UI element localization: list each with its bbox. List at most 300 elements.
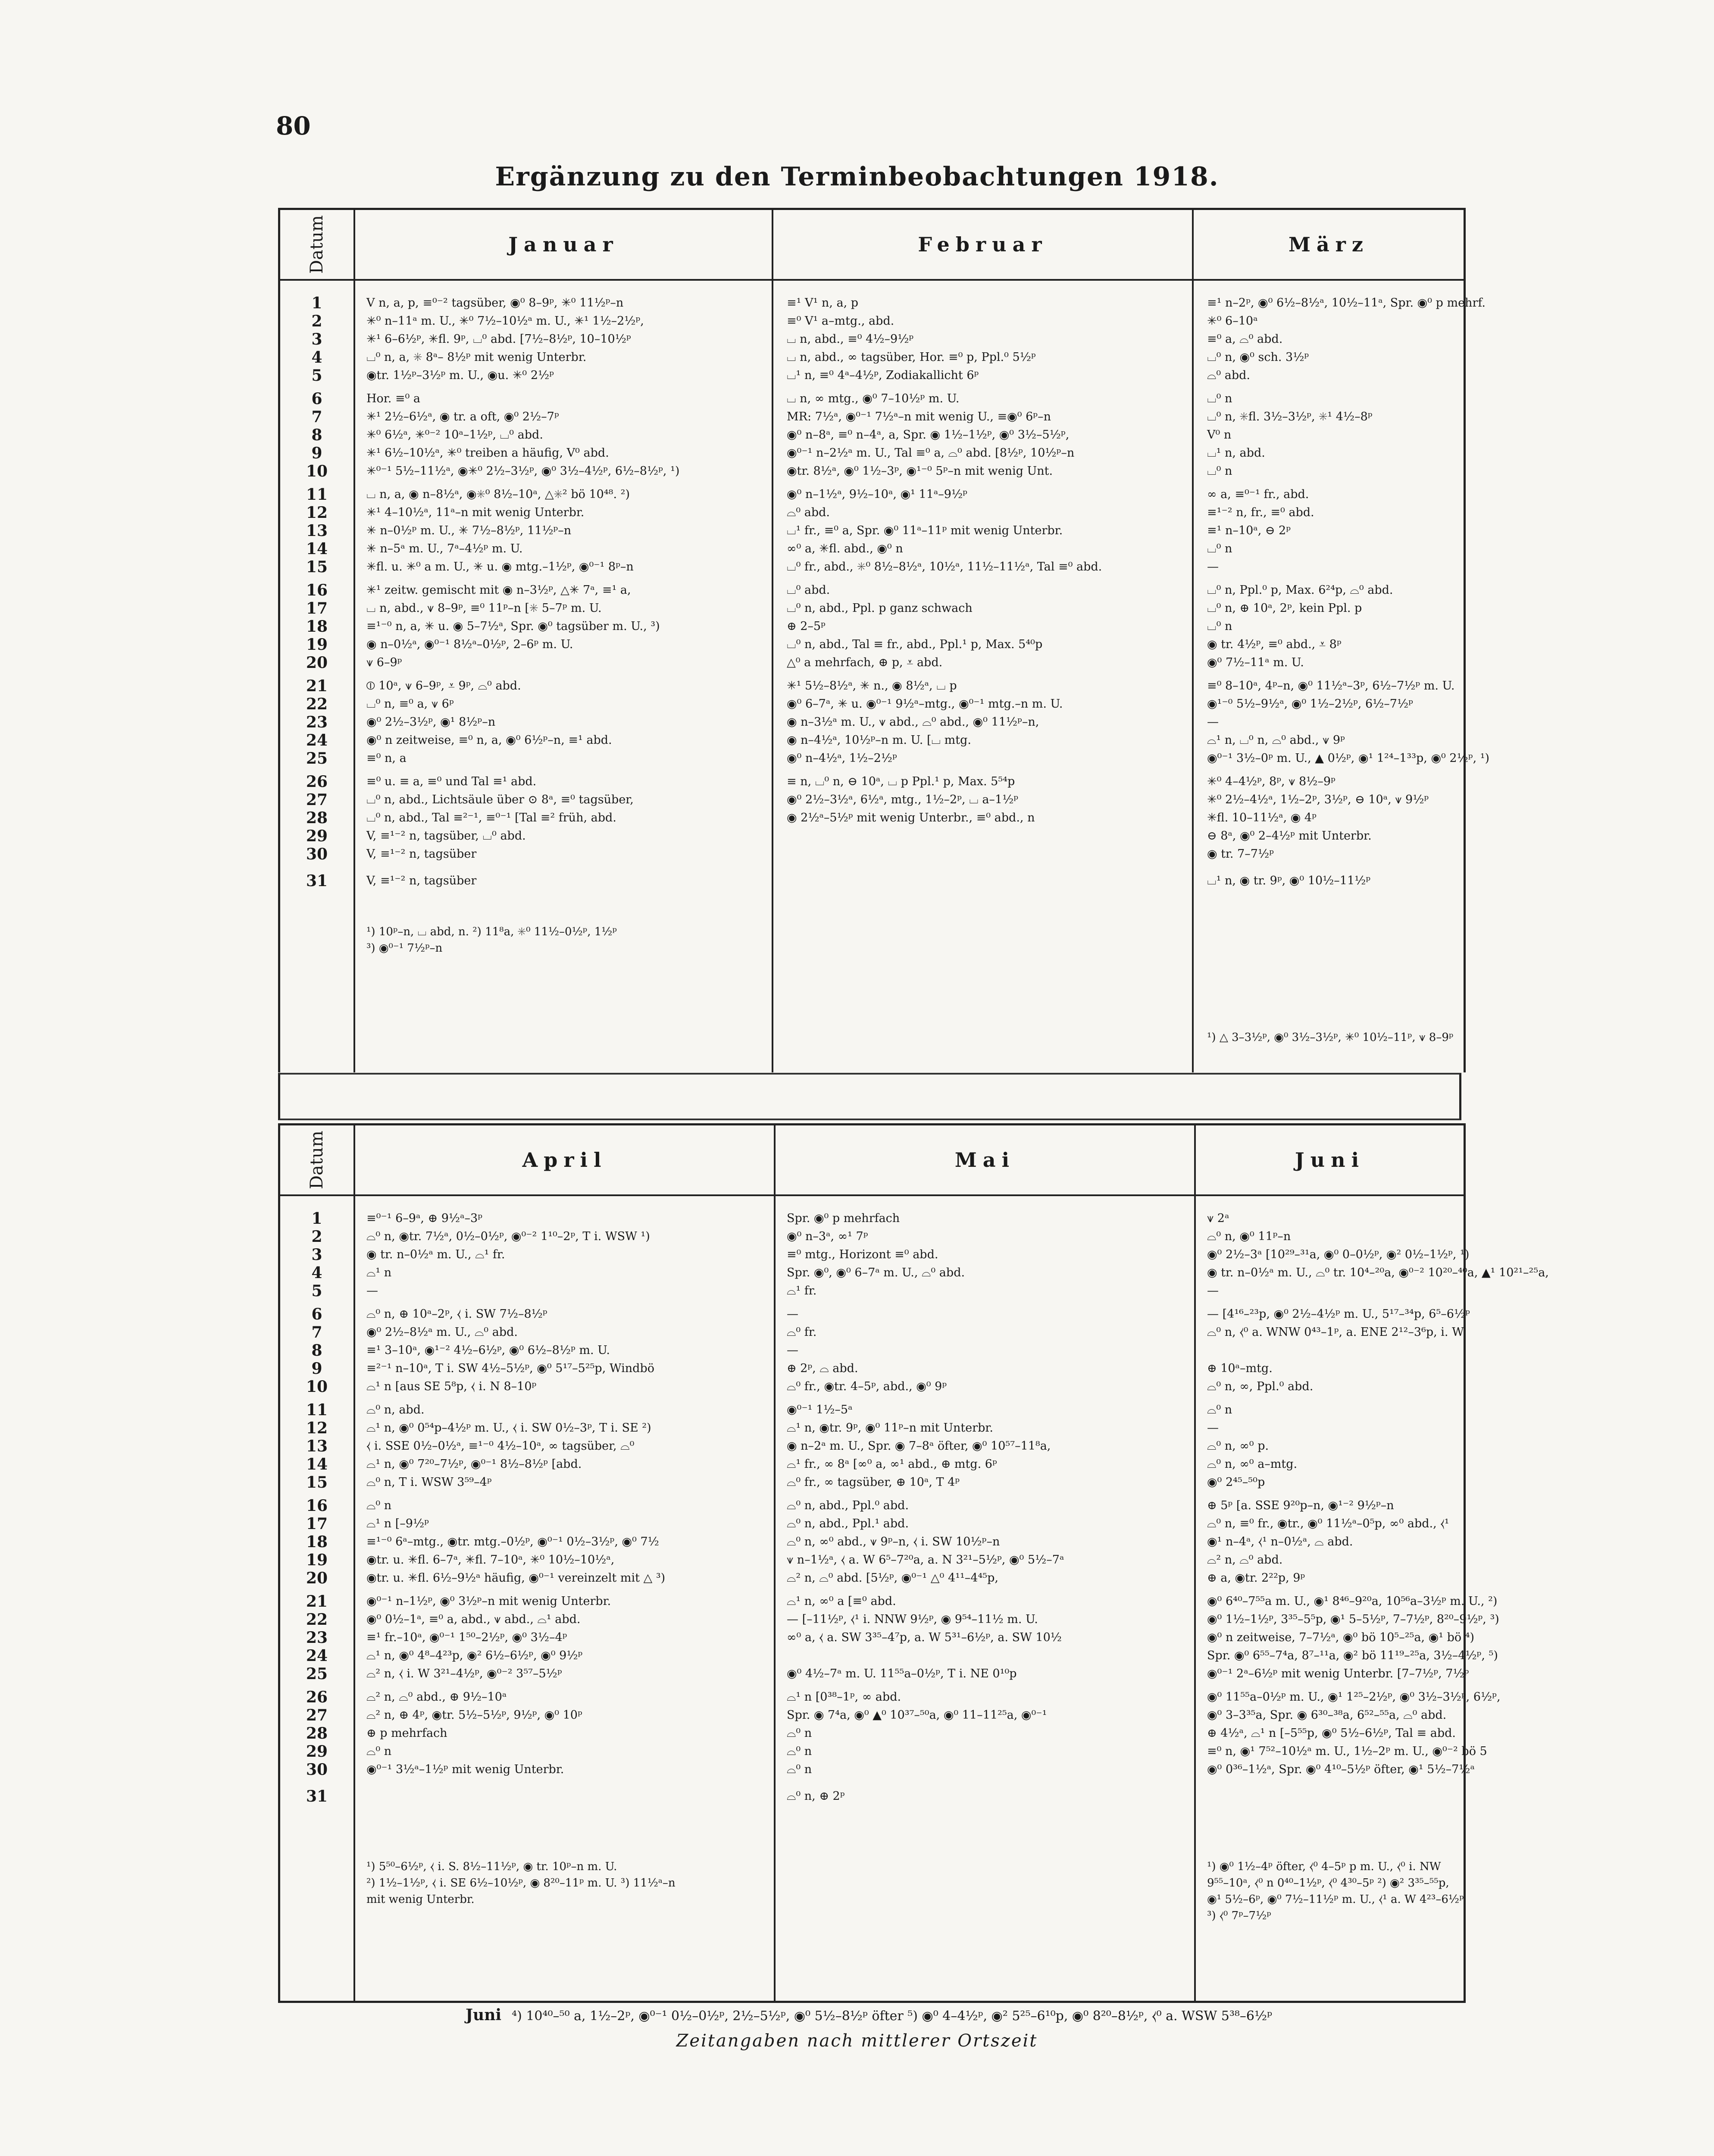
day-number: 3 [311, 330, 322, 348]
day-number: 27 [306, 1706, 328, 1724]
cell-mai: ⌓⁰ n, abd., Ppl.¹ abd. [787, 1517, 909, 1530]
table-row [280, 1228, 1464, 1246]
cell-februar: ≡¹ V¹ n, a, p [787, 296, 859, 310]
cell-mai: ⌓² n, ⌓⁰ abd. [5½ᵖ, ◉⁰⁻¹ △⁰ 4¹¹–4⁴⁵p, [787, 1571, 998, 1585]
cell-maerz: ⌴⁰ n [1207, 464, 1232, 478]
cell-juni: — [1207, 1284, 1219, 1297]
cell-mai: — [787, 1344, 798, 1357]
cell-januar: ≡¹⁻⁰ n, a, ✳ u. ◉ 5–7½ᵃ, Spr. ◉⁰ tagsüber m. U., ³) [366, 620, 660, 633]
cell-april: ◉⁰ 2½–8½ᵃ m. U., ⌓⁰ abd. [366, 1326, 518, 1339]
cell-maerz: ✳⁰ 6–10ᵃ [1207, 314, 1258, 328]
cell-mai: ⌓¹ n, ◉tr. 9ᵖ, ◉⁰ 11ᵖ–n mit Unterbr. [787, 1421, 993, 1435]
datum-header: Datum [307, 1131, 327, 1189]
cell-februar: ◉ 2½ᵃ–5½ᵖ mit wenig Unterbr., ≡⁰ abd., n [787, 811, 1035, 824]
table-row [280, 522, 1464, 540]
cell-mai: ◉⁰⁻¹ 1½–5ᵃ [787, 1403, 853, 1416]
day-number: 17 [306, 1515, 328, 1533]
cell-juni: ⊕ 4½ᵃ, ⌓¹ n [–5⁵⁵p, ◉⁰ 5½–6½ᵖ, Tal ≡ abd. [1207, 1727, 1456, 1740]
cell-mai: Spr. ◉⁰, ◉⁰ 6–7ᵃ m. U., ⌓⁰ abd. [787, 1266, 965, 1279]
table-row [280, 677, 1464, 695]
table-row [280, 408, 1464, 426]
cell-juni: ◉⁰ 2⁴⁵–⁵⁰p [1207, 1476, 1265, 1489]
cell-mai: ◉⁰ n–3ᵃ, ∞¹ 7ᵖ [787, 1230, 868, 1243]
day-number: 25 [306, 749, 328, 768]
page-title: Ergänzung zu den Terminbeobachtungen 1918. [495, 162, 1219, 192]
day-number: 15 [306, 1473, 328, 1492]
day-number: 21 [306, 1592, 328, 1611]
cell-mai: — [787, 1307, 798, 1321]
cell-februar: ⌴ n, abd., ∞ tagsüber, Hor. ≡⁰ p, Ppl.⁰ 5½ᵖ [787, 351, 1036, 364]
cell-juni: ⊕ 10ᵃ–mtg. [1207, 1362, 1273, 1375]
table-row [280, 1611, 1499, 1629]
cell-mai: ⊕ 2ᵖ, ⌓ abd. [787, 1362, 858, 1375]
day-number: 16 [306, 1497, 328, 1515]
cell-juni: ◉⁰ 6⁴⁰–7⁵⁵a m. U., ◉¹ 8⁴⁶–9²⁰a, 10⁵⁶a–3½ᵖ m. U., ²) [1207, 1595, 1498, 1608]
cell-juni: ⌓⁰ n [1207, 1403, 1232, 1416]
footer-june-label: Juni [466, 2006, 502, 2024]
cell-juni: — [1207, 1421, 1219, 1435]
cell-januar: ✳¹ 4–10½ᵃ, 11ᵃ–n mit wenig Unterbr. [366, 506, 585, 519]
day-number: 1 [311, 1210, 322, 1228]
table-row [280, 654, 1464, 672]
page-number: 80 [276, 111, 311, 141]
cell-januar: ◉ n–0½ᵃ, ◉⁰⁻¹ 8½ᵃ–0½ᵖ, 2–6ᵖ m. U. [366, 638, 573, 651]
table-row [280, 1724, 1464, 1742]
table-bottom-half [278, 1123, 1549, 2003]
day-number: 29 [306, 827, 328, 845]
cell-april: ⌓¹ n, ◉⁰ 4⁸–4²³p, ◉² 6½–6½ᵖ, ◉⁰ 9½ᵖ [366, 1649, 583, 1662]
day-number: 11 [306, 1401, 328, 1419]
table-row [280, 749, 1490, 768]
footnote-april_notes: mit wenig Unterbr. [366, 1893, 475, 1906]
day-number: 24 [306, 731, 328, 749]
cell-juni: ⌓⁰ n, ◉⁰ 11ᵖ–n [1207, 1230, 1291, 1243]
day-number: 12 [306, 504, 328, 522]
cell-juni: ⌓⁰ n, ≡⁰ fr., ◉tr., ◉⁰ 11½ᵃ–0⁵p, ∞⁰ abd., ⧼¹ [1207, 1517, 1449, 1530]
table-row [280, 1647, 1498, 1665]
cell-januar: ✳ n–5ᵃ m. U., 7ᵃ–4½ᵖ m. U. [366, 542, 523, 555]
table-row [280, 695, 1464, 713]
footnote-juni_notes: ¹) ◉⁰ 1½–4ᵖ öfter, ⧼⁰ 4–5ᵖ p m. U., ⧼⁰ i. NW [1207, 1860, 1441, 1873]
cell-maerz: ⌓¹ n, ⌴⁰ n, ⌓⁰ abd., ⩛ 9ᵖ [1207, 733, 1345, 747]
day-number: 27 [306, 791, 328, 809]
footnote-juni_notes: 9⁵⁵–10ᵃ, ⧼⁰ n 0⁴⁰–1½ᵖ, ⧼⁰ 4³⁰–5ᵖ ²) ◉² 3³⁵–⁵⁵p, [1207, 1877, 1449, 1890]
cell-juni: ◉⁰ 2½–3ᵃ [10²⁹–³¹a, ◉⁰ 0–0½ᵖ, ◉² 0½–1½ᵖ, ¹) [1207, 1248, 1470, 1261]
cell-januar: ⌴⁰ n, a, ✳ 8ᵃ– 8½ᵖ mit wenig Unterbr. [366, 351, 587, 364]
cell-januar: ✳ n–0½ᵖ m. U., ✳ 7½–8½ᵖ, 11½ᵖ–n [366, 524, 572, 537]
cell-januar: ✳⁰ n–11ᵃ m. U., ✳⁰ 7½–10½ᵃ m. U., ✳¹ 1½–2½ᵖ, [366, 314, 644, 328]
cell-juni: Spr. ◉⁰ 6⁵⁵–7⁴a, 8⁷–¹¹a, ◉² bö 11¹⁹–²⁵a, 3½–4½ᵖ, ⁵) [1207, 1649, 1498, 1662]
day-number: 17 [306, 599, 328, 617]
cell-april: ⌓⁰ n [366, 1499, 392, 1512]
cell-januar: ⌴⁰ n, ≡⁰ a, ⩛ 6ᵖ [366, 697, 454, 711]
table-row [280, 791, 1464, 809]
cell-mai: ≡⁰ mtg., Horizont ≡⁰ abd. [787, 1248, 938, 1261]
table-row [280, 348, 1464, 367]
cell-april: ⌓⁰ n, ⊕ 10ᵃ–2ᵖ, ⧼ i. SW 7½–8½ᵖ [366, 1307, 547, 1321]
cell-januar: ✳⁰⁻¹ 5½–11½ᵃ, ◉✳⁰ 2½–3½ᵖ, ◉⁰ 3½–4½ᵖ, 6½–8½ᵖ, ¹) [366, 464, 680, 478]
cell-juni: ⌓⁰ n, ∞, Ppl.⁰ abd. [1207, 1380, 1314, 1393]
cell-februar: ⌴ n, abd., ≡⁰ 4½–9½ᵖ [787, 332, 914, 346]
day-number: 12 [306, 1419, 328, 1437]
datum-header: Datum [307, 215, 327, 274]
cell-januar: ⩛ 6–9ᵖ [366, 656, 402, 669]
table-row [280, 581, 1464, 599]
day-number: 18 [306, 617, 328, 636]
day-number: 15 [306, 558, 328, 576]
cell-april: ≡¹ fr.–10ᵃ, ◉⁰⁻¹ 1⁵⁰–2½ᵖ, ◉⁰ 3½–4ᵖ [366, 1631, 567, 1644]
cell-januar: ⌴ n, a, ◉ n–8½ᵃ, ◉✳⁰ 8½–10ᵃ, △✳² bö 10⁴⁸. ²) [366, 488, 630, 501]
cell-februar: ≡ n, ⌴⁰ n, ⊖ 10ᵃ, ⌴ p Ppl.¹ p, Max. 5⁵⁴p [787, 775, 1015, 788]
day-number: 26 [306, 1688, 328, 1706]
day-number: 28 [306, 809, 328, 827]
table-row [280, 390, 1464, 408]
cell-maerz: ⌴⁰ n, ✳fl. 3½–3½ᵖ, ✳¹ 4½–8ᵖ [1207, 410, 1373, 423]
cell-maerz: ◉⁰⁻¹ 3½–0ᵖ m. U., ▲ 0½ᵖ, ◉¹ 1²⁴–1³³p, ◉⁰ 2½ᵖ, ¹) [1207, 752, 1490, 765]
day-number: 16 [306, 581, 328, 599]
table-row [280, 872, 1464, 890]
cell-april: ⌓¹ n [aus SE 5⁸p, ⧼ i. N 8–10ᵖ [366, 1380, 537, 1393]
day-number: 19 [306, 636, 328, 654]
cell-juni: ⌓⁰ n, ∞⁰ p. [1207, 1439, 1269, 1453]
cell-februar: △⁰ a mehrfach, ⊕ p, ⩡ abd. [787, 656, 943, 669]
day-number: 31 [306, 1787, 328, 1805]
cell-juni: ⌓² n, ⌓⁰ abd. [1207, 1553, 1283, 1567]
footnote-april_notes: ²) 1½–1½ᵖ, ⧼ i. SE 6½–10½ᵖ, ◉ 8²⁰–11ᵖ m. U. ³) 11½ᵃ–n [366, 1877, 676, 1890]
cell-april: ⧼ i. SSE 0½–0½ᵃ, ≡¹⁻⁰ 4½–10ᵃ, ∞ tagsüber, ⌓⁰ [366, 1439, 635, 1453]
table-row [280, 731, 1464, 749]
cell-mai: ⌓¹ fr., ∞ 8ᵃ [∞⁰ a, ∞¹ abd., ⊕ mtg. 6ᵖ [787, 1457, 997, 1471]
cell-maerz: ⌴⁰ n, ⊕ 10ᵃ, 2ᵖ, kein Ppl. p [1207, 602, 1362, 615]
table-row [280, 1515, 1464, 1533]
table-row [280, 1688, 1501, 1706]
table-row [280, 809, 1464, 827]
cell-maerz: ◉ tr. 7–7½ᵖ [1207, 847, 1274, 861]
cell-januar: ✳¹ 2½–6½ᵃ, ◉ tr. a oft, ◉⁰ 2½–7ᵖ [366, 410, 559, 423]
table-row [280, 558, 1464, 576]
cell-januar: ⌴⁰ n, abd., Tal ≡²⁻¹, ≡⁰⁻¹ [Tal ≡² früh, abd. [366, 811, 616, 824]
day-number: 2 [311, 1228, 322, 1246]
day-number: 7 [311, 1323, 322, 1341]
day-number: 30 [306, 845, 328, 863]
cell-februar: ◉⁰ 2½–3½ᵃ, 6½ᵃ, mtg., 1½–2ᵖ, ⌴ a–1½ᵖ [787, 793, 1019, 806]
cell-maerz: ✳⁰ 4–4½ᵖ, 8ᵖ, ⩛ 8½–9ᵖ [1207, 775, 1336, 788]
table-row [280, 1323, 1464, 1341]
cell-maerz: ≡¹ n–2ᵖ, ◉⁰ 6½–8½ᵃ, 10½–11ᵃ, Spr. ◉⁰ p mehrf. [1207, 296, 1486, 310]
cell-juni: ◉ tr. n–0½ᵃ m. U., ⌓⁰ tr. 10⁴–²⁰a, ◉⁰⁻² 10²⁰–⁴⁰a, ▲¹ 10²¹–²⁵a, [1207, 1266, 1549, 1279]
cell-mai: ⌓⁰ n [787, 1727, 812, 1740]
cell-februar: ◉tr. 8½ᵃ, ◉⁰ 1½–3ᵖ, ◉¹⁻⁰ 5ᵖ–n mit wenig Unt. [787, 464, 1053, 478]
cell-juni: ◉⁰ n zeitweise, 7–7½ᵃ, ◉⁰ bö 10⁵–²⁵a, ◉¹ bö ⁴) [1207, 1631, 1475, 1644]
day-number: 6 [311, 1305, 322, 1323]
cell-mai: ⌓⁰ n, ⊕ 2ᵖ [787, 1789, 845, 1803]
table-row [280, 773, 1464, 791]
cell-april: ≡²⁻¹ n–10ᵃ, T i. SW 4½–5½ᵖ, ◉⁰ 5¹⁷–5²⁵p, Windbö [366, 1362, 654, 1375]
cell-maerz: ⌴⁰ n, Ppl.⁰ p, Max. 6²⁴p, ⌓⁰ abd. [1207, 583, 1393, 597]
table-row [280, 1210, 1464, 1228]
cell-april: ◉tr. u. ✳fl. 6½–9½ᵃ häufig, ◉⁰⁻¹ vereinzelt mit △ ³) [366, 1571, 666, 1585]
cell-februar: ⌴¹ n, ≡⁰ 4ᵃ–4½ᵖ, Zodiakallicht 6ᵖ [787, 369, 979, 382]
cell-januar: V, ≡¹⁻² n, tagsüber [366, 847, 477, 861]
day-number: 1 [311, 294, 322, 312]
cell-februar: MR: 7½ᵃ, ◉⁰⁻¹ 7½ᵃ–n mit wenig U., ≡◉⁰ 6ᵖ–n [787, 410, 1051, 423]
cell-april: ⌓⁰ n, abd. [366, 1403, 425, 1416]
day-number: 30 [306, 1761, 328, 1779]
table-row [280, 444, 1464, 462]
cell-februar: ◉⁰ n–4½ᵃ, 1½–2½ᵖ [787, 752, 897, 765]
table-row [280, 1282, 1464, 1300]
cell-juni: ⌓⁰ n, ⧼⁰ a. WNW 0⁴³–1ᵖ, a. ENE 2¹²–3⁶p, i. W [1207, 1326, 1464, 1339]
table-row [280, 1787, 1464, 1805]
cell-april: ◉tr. u. ✳fl. 6–7ᵃ, ✳fl. 7–10ᵃ, ✳⁰ 10½–10½ᵃ, [366, 1553, 615, 1567]
cell-juni: ⊕ 5ᵖ [a. SSE 9²⁰p–n, ◉¹⁻² 9½ᵖ–n [1207, 1499, 1394, 1512]
cell-juni: ◉⁰ 1½–1½ᵖ, 3³⁵–5⁵p, ◉¹ 5–5½ᵖ, 7–7½ᵖ, 8²⁰–9½ᵖ, ³) [1207, 1613, 1499, 1626]
cell-april: ⊕ p mehrfach [366, 1727, 447, 1740]
cell-februar: ✳¹ 5½–8½ᵃ, ✳ n., ◉ 8½ᵃ, ⌴ p [787, 679, 957, 693]
cell-mai: ⌓⁰ n [787, 1745, 812, 1758]
cell-februar: ⌴⁰ abd. [787, 583, 830, 597]
cell-juni: ◉⁰ 11⁵⁵a–0½ᵖ m. U., ◉¹ 1²⁵–2½ᵖ, ◉⁰ 3½–3½ᵖ, 6½ᵖ, [1207, 1690, 1501, 1704]
day-number: 24 [306, 1647, 328, 1665]
cell-januar: ◉tr. 1½ᵖ–3½ᵖ m. U., ◉u. ✳⁰ 2½ᵖ [366, 369, 554, 382]
cell-januar: ⌴⁰ n, abd., Lichtsäule über ⊙ 8ᵃ, ≡⁰ tagsüber, [366, 793, 634, 806]
table-row [280, 1341, 1464, 1360]
cell-juni: ◉¹ n–4ᵃ, ⧼¹ n–0½ᵃ, ⌓ abd. [1207, 1535, 1353, 1548]
table-row [280, 540, 1464, 558]
month-header-februar: Februar [918, 233, 1048, 256]
cell-april: ⌓² n, ⧼ i. W 3²¹–4½ᵖ, ◉⁰⁻² 3⁵⁷–5½ᵖ [366, 1667, 562, 1680]
month-header-juni: Juni [1295, 1148, 1365, 1172]
day-number: 10 [306, 462, 328, 480]
cell-april: ◉⁰ 0½–1ᵃ, ≡⁰ a, abd., ⩛ abd., ⌓¹ abd. [366, 1613, 581, 1626]
cell-mai: Spr. ◉⁰ p mehrfach [787, 1212, 900, 1225]
cell-april: ⌓¹ n, ◉⁰ 0⁵⁴p–4½ᵖ m. U., ⧼ i. SW 0½–3ᵖ, T i. SE ²) [366, 1421, 651, 1435]
footer-june-text: ⁴) 10⁴⁰–⁵⁰ a, 1½–2ᵖ, ◉⁰⁻¹ 0½–0½ᵖ, 2½–5½ᵖ, ◉⁰ 5½–8½ᵖ öfter ⁵) ◉⁰ 4–4½ᵖ, ◉² 5²⁵–6¹⁰p, ◉⁰ 8²⁰–8½ᵖ, ⧼⁰ a. WSW 5³⁸–6½ᵖ [512, 2009, 1273, 2024]
table-row [280, 1497, 1464, 1515]
footnote-maerz_notes: ¹) △ 3–3½ᵖ, ◉⁰ 3½–3½ᵖ, ✳⁰ 10½–11ᵖ, ⩛ 8–9ᵖ [1207, 1031, 1454, 1044]
cell-januar: ⦶ 10ᵃ, ⩛ 6–9ᵖ, ⩡ 9ᵖ, ⌓⁰ abd. [366, 679, 521, 693]
day-number: 11 [306, 486, 328, 504]
cell-januar: ⌴ n, abd., ⩛ 8–9ᵖ, ≡⁰ 11ᵖ–n [✳ 5–7ᵖ m. U. [366, 602, 602, 615]
table-row [280, 1569, 1464, 1587]
table-row [280, 330, 1464, 348]
cell-maerz: ⌴¹ n, ◉ tr. 9ᵖ, ◉⁰ 10½–11½ᵖ [1207, 874, 1371, 887]
cell-februar: ◉ n–4½ᵃ, 10½ᵖ–n m. U. [⌴ mtg. [787, 733, 971, 747]
cell-februar: ⌴ n, ∞ mtg., ◉⁰ 7–10½ᵖ m. U. [787, 392, 960, 405]
table-row [280, 1419, 1464, 1437]
cell-januar: ≡⁰ u. ≡ a, ≡⁰ und Tal ≡¹ abd. [366, 775, 537, 788]
cell-april: ≡¹ 3–10ᵃ, ◉¹⁻² 4½–6½ᵖ, ◉⁰ 6½–8½ᵖ m. U. [366, 1344, 610, 1357]
day-number: 8 [311, 426, 322, 444]
table-row [280, 1533, 1464, 1551]
cell-mai: ∞⁰ a, ⧼ a. SW 3³⁵–4⁷p, a. W 5³¹–6½ᵖ, a. SW 10½ [787, 1631, 1062, 1644]
cell-mai: ◉ n–2ᵃ m. U., Spr. ◉ 7–8ᵃ öfter, ◉⁰ 10⁵⁷–11⁸a, [787, 1439, 1051, 1453]
cell-april: ◉⁰⁻¹ n–1½ᵖ, ◉⁰ 3½ᵖ–n mit wenig Unterbr. [366, 1595, 611, 1608]
day-number: 7 [311, 408, 322, 426]
cell-juni: ◉⁰⁻¹ 2ᵃ–6½ᵖ mit wenig Unterbr. [7–7½ᵖ, 7½ᵖ [1207, 1667, 1469, 1680]
table-top-half [278, 208, 1490, 1072]
cell-april: ◉⁰⁻¹ 3½ᵃ–1½ᵖ mit wenig Unterbr. [366, 1763, 564, 1776]
table-row [280, 827, 1464, 845]
day-number: 9 [311, 1360, 322, 1378]
cell-juni: — [4¹⁶–²³p, ◉⁰ 2½–4½ᵖ m. U., 5¹⁷–³⁴p, 6⁵–6½ᵖ [1207, 1307, 1470, 1321]
table-row [280, 1264, 1549, 1282]
cell-juni: ◉⁰ 0³⁶–1½ᵃ, Spr. ◉⁰ 4¹⁰–5½ᵖ öfter, ◉¹ 5½–7½ᵃ [1207, 1763, 1475, 1776]
cell-maerz: ⌴¹ n, abd. [1207, 446, 1265, 460]
cell-januar: ✳⁰ 6½ᵃ, ✳⁰⁻² 10ᵃ–1½ᵖ, ⌴⁰ abd. [366, 428, 543, 442]
table-row [280, 1629, 1475, 1647]
day-number: 5 [311, 367, 322, 385]
cell-mai: ⌓¹ n, ∞⁰ a [≡⁰ abd. [787, 1595, 896, 1608]
table-row [280, 294, 1486, 312]
table-row [280, 1592, 1498, 1611]
month-header-april: April [522, 1148, 607, 1172]
table-row [280, 599, 1464, 617]
cell-maerz: ≡¹⁻² n, fr., ≡⁰ abd. [1207, 506, 1314, 519]
cell-mai: ⌓¹ fr. [787, 1284, 817, 1297]
day-number: 4 [311, 1264, 322, 1282]
cell-april: ≡⁰⁻¹ 6–9ᵃ, ⊕ 9½ᵃ–3ᵖ [366, 1212, 482, 1225]
cell-februar: ⌴⁰ n, abd., Tal ≡ fr., abd., Ppl.¹ p, Max. 5⁴⁰p [787, 638, 1043, 651]
cell-juni: ⩛ 2ᵃ [1207, 1212, 1229, 1225]
day-number: 4 [311, 348, 322, 367]
footer-june-notes [466, 2006, 1457, 2024]
day-number: 5 [311, 1282, 322, 1300]
cell-maerz: V⁰ n [1207, 428, 1232, 442]
cell-juni: ⊕ a, ◉tr. 2²²p, 9ᵖ [1207, 1571, 1305, 1585]
table-row [280, 1378, 1464, 1396]
section-separator [278, 1073, 1461, 1120]
cell-april: ⌓⁰ n, ◉tr. 7½ᵃ, 0½–0½ᵖ, ◉⁰⁻² 1¹⁰–2ᵖ, T i. WSW ¹) [366, 1230, 650, 1243]
table-row [280, 367, 1464, 385]
cell-maerz: — [1207, 560, 1219, 573]
table-row [280, 1551, 1464, 1569]
day-number: 22 [306, 695, 328, 713]
cell-mai: ⌓⁰ n, abd., Ppl.⁰ abd. [787, 1499, 909, 1512]
cell-april: ⌓² n, ⌓⁰ abd., ⊕ 9½–10ᵃ [366, 1690, 507, 1704]
footer-caption: Zeitangaben nach mittlerer Ortszeit [676, 2031, 1038, 2051]
cell-februar: ⌓⁰ abd. [787, 506, 830, 519]
day-number: 31 [306, 872, 328, 890]
table-row [280, 1360, 1464, 1378]
day-number: 2 [311, 312, 322, 330]
table-row [280, 486, 1464, 504]
cell-april: ⌓⁰ n, T i. WSW 3⁵⁹–4ᵖ [366, 1476, 492, 1489]
cell-maerz: ∞ a, ≡⁰⁻¹ fr., abd. [1207, 488, 1309, 501]
day-number: 19 [306, 1551, 328, 1569]
cell-januar: V, ≡¹⁻² n, tagsüber, ⌴⁰ abd. [366, 829, 526, 843]
footnote-januar_notes: ¹) 10ᵖ–n, ⌴ abd, n. ²) 11⁸a, ✳⁰ 11½–0½ᵖ, 1½ᵖ [366, 925, 617, 938]
table-row [280, 1473, 1464, 1492]
cell-mai: ⌓⁰ fr., ∞ tagsüber, ⊕ 10ᵃ, T 4ᵖ [787, 1476, 960, 1489]
cell-maerz: ≡⁰ 8–10ᵃ, 4ᵖ–n, ◉⁰ 11½ᵃ–3ᵖ, 6½–7½ᵖ m. U. [1207, 679, 1455, 693]
day-number: 26 [306, 773, 328, 791]
cell-april: ⌓¹ n, ◉⁰ 7²⁰–7½ᵖ, ◉⁰⁻¹ 8½–8½ᵖ [abd. [366, 1457, 582, 1471]
day-number: 23 [306, 1629, 328, 1647]
cell-februar: ◉⁰ 6–7ᵃ, ✳ u. ◉⁰⁻¹ 9½ᵃ–mtg., ◉⁰⁻¹ mtg.–n m. U. [787, 697, 1063, 711]
day-number: 3 [311, 1246, 322, 1264]
cell-april: ⌓¹ n [–9½ᵖ [366, 1517, 429, 1530]
cell-maerz: ⌴⁰ n [1207, 542, 1232, 555]
day-number: 8 [311, 1341, 322, 1360]
cell-mai: Spr. ◉ 7⁴a, ◉⁰ ▲⁰ 10³⁷–⁵⁰a, ◉⁰ 11–11²⁵a, ◉⁰⁻¹ [787, 1708, 1047, 1722]
cell-juni: ◉⁰ 3–3³⁵a, Spr. ◉ 6³⁰–³⁸a, 6⁵²–⁵⁵a, ⌓⁰ abd. [1207, 1708, 1447, 1722]
footnote-april_notes: ¹) 5⁵⁰–6½ᵖ, ⧼ i. S. 8½–11½ᵖ, ◉ tr. 10ᵖ–n m. U. [366, 1860, 617, 1873]
day-number: 22 [306, 1611, 328, 1629]
cell-maerz: ◉¹⁻⁰ 5½–9½ᵃ, ◉⁰ 1½–2½ᵖ, 6½–7½ᵖ [1207, 697, 1413, 711]
cell-mai: ⌓⁰ fr. [787, 1326, 817, 1339]
table-row [280, 1706, 1464, 1724]
footnote-juni_notes: ³) ⧼⁰ 7ᵖ–7½ᵖ [1207, 1909, 1271, 1922]
month-header-januar: Januar [508, 233, 619, 256]
cell-mai: ◉⁰ 4½–7ᵃ m. U. 11⁵⁵a–0½ᵖ, T i. NE 0¹⁰p [787, 1667, 1017, 1680]
cell-februar: ◉⁰⁻¹ n–2½ᵃ m. U., Tal ≡⁰ a, ⌓⁰ abd. [8½ᵖ, 10½ᵖ–n [787, 446, 1075, 460]
table-row [280, 845, 1464, 863]
cell-februar: ⌴⁰ fr., abd., ✳⁰ 8½–8½ᵃ, 10½ᵃ, 11½–11½ᵃ, Tal ≡⁰ abd. [787, 560, 1102, 573]
cell-februar: ◉⁰ n–8ᵃ, ≡⁰ n–4ᵃ, a, Spr. ◉ 1½–1½ᵖ, ◉⁰ 3½–5½ᵖ, [787, 428, 1070, 442]
day-number: 13 [306, 1437, 328, 1455]
day-number: 20 [306, 1569, 328, 1587]
cell-februar: ◉ n–3½ᵃ m. U., ⩛ abd., ⌓⁰ abd., ◉⁰ 11½ᵖ–n, [787, 715, 1039, 729]
cell-januar: ◉⁰ 2½–3½ᵖ, ◉¹ 8½ᵖ–n [366, 715, 496, 729]
cell-mai: ⌓⁰ n [787, 1763, 812, 1776]
cell-april: ⌓² n, ⊕ 4ᵖ, ◉tr. 5½–5½ᵖ, 9½ᵖ, ◉⁰ 10ᵖ [366, 1708, 582, 1722]
cell-februar: ⌴⁰ n, abd., Ppl. p ganz schwach [787, 602, 973, 615]
day-number: 14 [306, 1455, 328, 1473]
cell-april: ◉ tr. n–0½ᵃ m. U., ⌓¹ fr. [366, 1248, 505, 1261]
cell-februar: ⊕ 2–5ᵖ [787, 620, 826, 633]
cell-januar: ✳¹ zeitw. gemischt mit ◉ n–3½ᵖ, △✳ 7ᵃ, ≡¹ a, [366, 583, 631, 597]
cell-februar: ≡⁰ V¹ a–mtg., abd. [787, 314, 895, 328]
table-row [280, 1437, 1464, 1455]
day-number: 28 [306, 1724, 328, 1742]
cell-april: ≡¹⁻⁰ 6ᵃ–mtg., ◉tr. mtg.–0½ᵖ, ◉⁰⁻¹ 0½–3½ᵖ, ◉⁰ 7½ [366, 1535, 659, 1548]
month-header-maerz: März [1288, 233, 1370, 256]
cell-januar: ◉⁰ n zeitweise, ≡⁰ n, a, ◉⁰ 6½ᵖ–n, ≡¹ abd. [366, 733, 612, 747]
cell-januar: ✳¹ 6–6½ᵖ, ✳fl. 9ᵖ, ⌴⁰ abd. [7½–8½ᵖ, 10–10½ᵖ [366, 332, 631, 346]
cell-maerz: ⌴⁰ n [1207, 392, 1232, 405]
table-row [280, 1246, 1470, 1264]
table-row [280, 636, 1464, 654]
footnote-januar_notes: ³) ◉⁰⁻¹ 7½ᵖ–n [366, 942, 443, 955]
table-row [280, 504, 1464, 522]
cell-januar: ≡⁰ n, a [366, 752, 407, 765]
cell-april: — [366, 1284, 378, 1297]
table-row [280, 462, 1464, 480]
cell-april: ⌓¹ n [366, 1266, 392, 1279]
day-number: 20 [306, 654, 328, 672]
cell-april: ⌓⁰ n [366, 1745, 392, 1758]
table-row [280, 617, 1464, 636]
cell-maerz: ⌴⁰ n [1207, 620, 1232, 633]
day-number: 18 [306, 1533, 328, 1551]
cell-mai: — [–11½ᵖ, ⧼¹ i. NNW 9½ᵖ, ◉ 9⁵⁴–11½ m. U. [787, 1613, 1038, 1626]
cell-maerz: ◉ tr. 4½ᵖ, ≡⁰ abd., ⩡ 8ᵖ [1207, 638, 1342, 651]
cell-maerz: ≡¹ n–10ᵃ, ⊖ 2ᵖ [1207, 524, 1291, 537]
table-row [280, 1665, 1469, 1683]
cell-maerz: ⌴⁰ n, ◉⁰ sch. 3½ᵖ [1207, 351, 1309, 364]
cell-mai: ⩛ n–1½ᵃ, ⧼ a. W 6⁵–7²⁰a, a. N 3²¹–5½ᵖ, ◉⁰ 5½–7ᵃ [787, 1553, 1064, 1567]
cell-februar: ∞⁰ a, ✳fl. abd., ◉⁰ n [787, 542, 903, 555]
cell-maerz: ⊖ 8ᵃ, ◉⁰ 2–4½ᵖ mit Unterbr. [1207, 829, 1372, 843]
cell-mai: ⌓¹ n [0³⁸–1ᵖ, ∞ abd. [787, 1690, 901, 1704]
table-row [280, 1401, 1464, 1419]
month-header-mai: Mai [954, 1148, 1016, 1172]
cell-maerz: ⌓⁰ abd. [1207, 369, 1251, 382]
table-row [280, 713, 1464, 731]
footnote-juni_notes: ◉¹ 5½–6ᵖ, ◉⁰ 7½–11½ᵖ m. U., ⧼¹ a. W 4²³–6½ᵖ [1207, 1893, 1464, 1906]
day-number: 6 [311, 390, 322, 408]
